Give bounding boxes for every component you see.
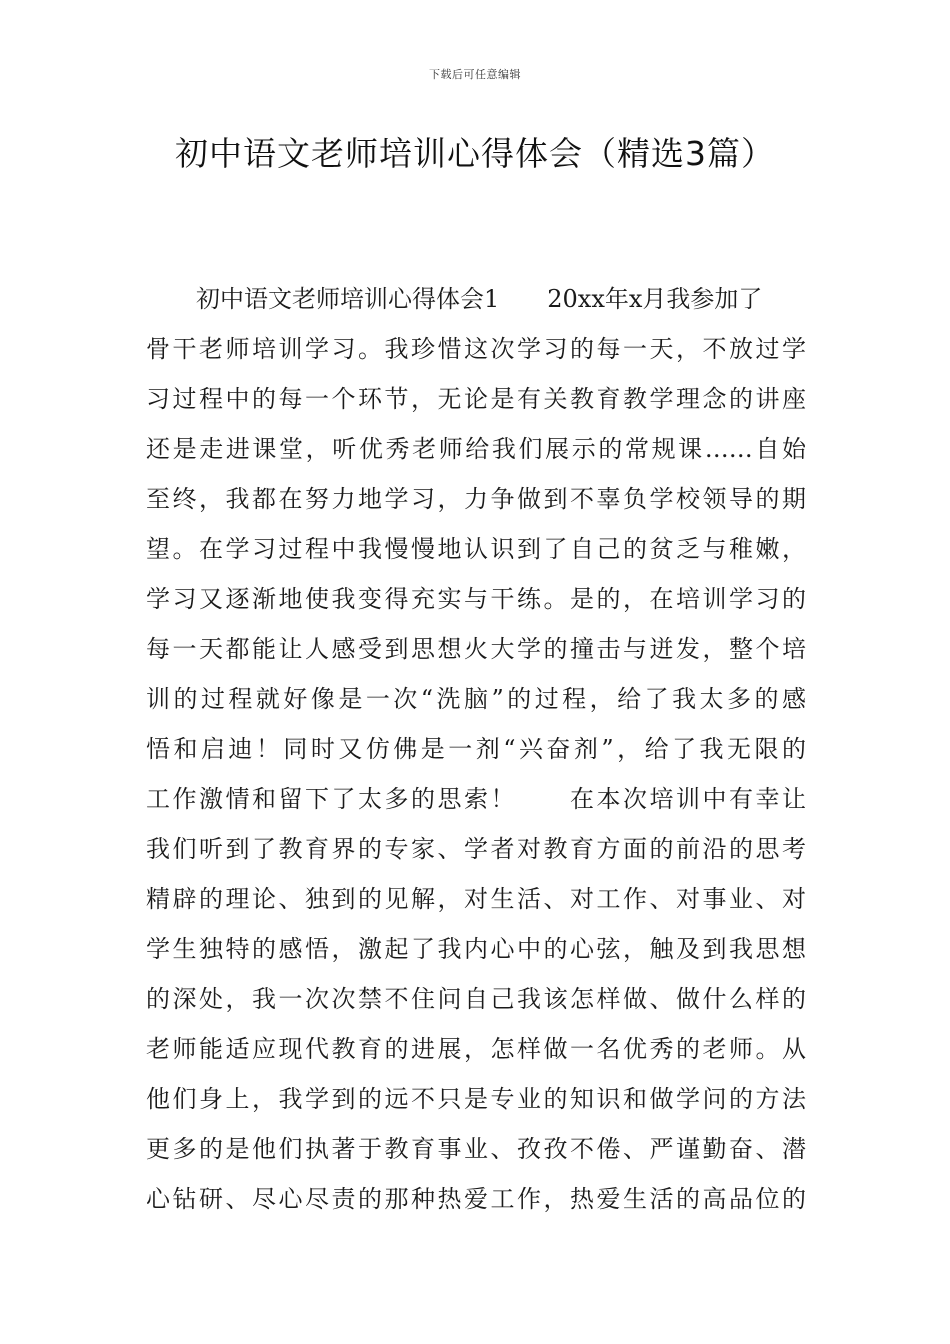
paragraph-line: 望。在学习过程中我慢慢地认识到了自己的贫乏与稚嫩，: [146, 535, 806, 563]
paragraph-line: 我们听到了教育界的专家、学者对教育方面的前沿的思考: [146, 835, 806, 863]
paragraph-line: 精辟的理论、独到的见解，对生活、对工作、对事业、对: [146, 885, 806, 913]
paragraph-line: 初中语文老师培训心得体会1 20xx年x月我参加了: [196, 285, 763, 313]
paragraph-line: 学生独特的感悟，激起了我内心中的心弦，触及到我思想: [146, 935, 806, 963]
paragraph-line: 的深处，我一次次禁不住问自己我该怎样做、做什么样的: [146, 985, 806, 1013]
paragraph-line: 至终，我都在努力地学习，力争做到不辜负学校领导的期: [146, 485, 806, 513]
paragraph-line: 他们身上，我学到的远不只是专业的知识和做学问的方法: [146, 1085, 806, 1113]
paragraph-line: 老师能适应现代教育的进展，怎样做一名优秀的老师。从: [146, 1035, 806, 1063]
paragraph-line: 习过程中的每一个环节，无论是有关教育教学理念的讲座: [146, 385, 806, 413]
paragraph-line: 更多的是他们执著于教育事业、孜孜不倦、严谨勤奋、潜: [146, 1135, 806, 1163]
paragraph-line: 工作激情和留下了太多的思索！ 在本次培训中有幸让: [146, 785, 806, 813]
paragraph-line: 还是走进课堂，听优秀老师给我们展示的常规课……自始: [146, 435, 806, 463]
paragraph-line: 悟和启迪！同时又仿佛是一剂“兴奋剂”，给了我无限的: [146, 735, 806, 763]
document-title: 初中语文老师培训心得体会（精选3篇）: [175, 134, 775, 173]
paragraph-line: 训的过程就好像是一次“洗脑”的过程，给了我太多的感: [146, 685, 806, 713]
paragraph-line: 每一天都能让人感受到思想火大学的撞击与迸发，整个培: [146, 635, 806, 663]
paragraph-line: 骨干老师培训学习。我珍惜这次学习的每一天，不放过学: [146, 335, 806, 363]
document-body: [146, 278, 806, 1228]
paragraph-line: 心钻研、尽心尽责的那种热爱工作，热爱生活的高品位的: [146, 1185, 806, 1213]
header-note: 下载后可任意编辑: [429, 68, 521, 81]
paragraph-line: 学习又逐渐地使我变得充实与干练。是的，在培训学习的: [146, 585, 806, 613]
